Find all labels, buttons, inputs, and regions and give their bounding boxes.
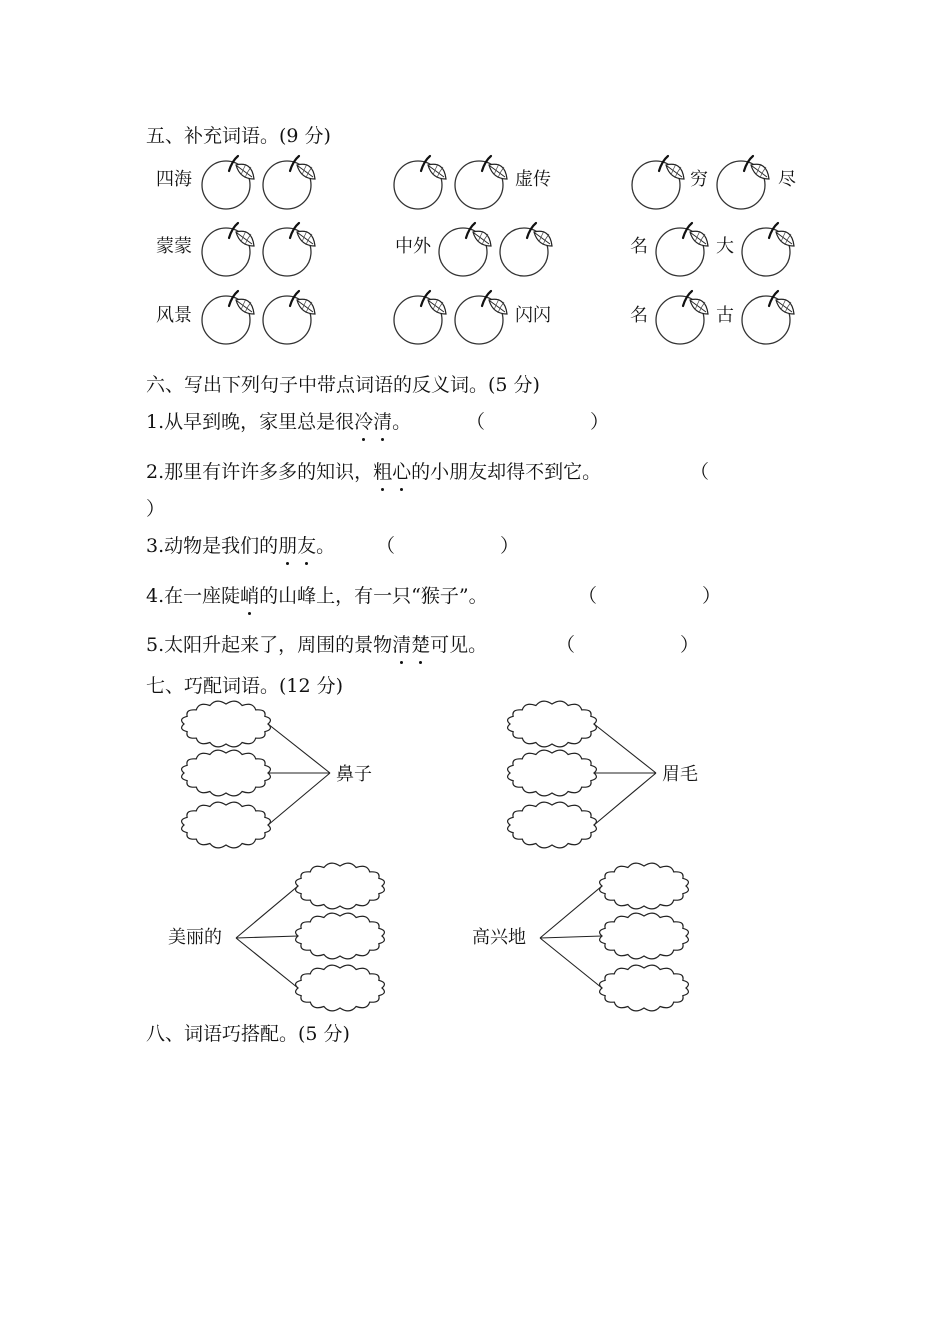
idiom-label-2: 虚传 (515, 169, 551, 190)
dotted-char: 朋 (278, 535, 298, 557)
apple-blank[interactable] (742, 291, 794, 344)
section6-heading: 六、写出下列句子中带点词语的反义词。(5 分) (146, 374, 540, 396)
apple-blank[interactable] (500, 223, 552, 276)
connector-line (594, 773, 656, 825)
answer-open-paren-3: （ (376, 535, 396, 557)
cloud-blank[interactable] (296, 913, 385, 959)
idiom-label-9b: 古 (716, 305, 734, 326)
sentence-1-end: 。 (392, 411, 412, 433)
sentence-4 (146, 584, 488, 608)
apple-blank[interactable] (742, 223, 794, 276)
sentence-4-end: 的山峰上，有一只“猴子”。 (259, 585, 488, 607)
cloud-blank[interactable] (182, 802, 271, 848)
connector-line (594, 724, 656, 773)
sentence-3 (146, 534, 335, 558)
answer-close-paren-5: ） (680, 634, 700, 656)
cloud-blank[interactable] (296, 863, 385, 909)
answer-close-paren-4: ） (702, 585, 722, 607)
cloud-blank[interactable] (182, 750, 271, 796)
idiom-label-9a: 名 (630, 305, 648, 326)
apple-blank[interactable] (263, 223, 315, 276)
sentence-1-text: 1.从早到晚，家里总是很 (146, 411, 355, 433)
cloud-blanks (182, 701, 689, 1011)
answer-open-paren-5: （ (556, 634, 576, 656)
sentence-2-text: 2.那里有许许多多的知识， (146, 461, 374, 483)
cloud-blank[interactable] (508, 750, 597, 796)
answer-open-paren-2: （ (690, 461, 710, 483)
sentence-3-end: 。 (316, 535, 336, 557)
idiom-label-3b: 尽 (778, 169, 796, 190)
sentence-3-text: 3.动物是我们的 (146, 535, 279, 557)
connector-line (236, 936, 298, 938)
cloud-blank[interactable] (508, 802, 597, 848)
match-word-eyebrow: 眉毛 (662, 764, 698, 785)
match-word-beautiful: 美丽的 (168, 927, 222, 948)
idiom-label-6a: 名 (630, 236, 648, 257)
cloud-blank[interactable] (508, 701, 597, 747)
match-word-happily: 高兴地 (472, 927, 526, 948)
match-word-nose: 鼻子 (336, 764, 372, 785)
dotted-char: 清 (373, 411, 393, 433)
idiom-label-6b: 大 (716, 236, 734, 257)
apple-blank[interactable] (263, 156, 315, 209)
idiom-label-4: 蒙蒙 (156, 236, 192, 257)
apple-blank[interactable] (656, 223, 708, 276)
apple-blank[interactable] (656, 291, 708, 344)
cloud-blank[interactable] (600, 863, 689, 909)
idiom-label-1: 四海 (156, 169, 192, 190)
cloud-blank[interactable] (600, 913, 689, 959)
dotted-char: 心 (392, 461, 412, 483)
cloud-blank[interactable] (182, 701, 271, 747)
sentence-1 (146, 410, 411, 434)
connector-line (268, 773, 330, 825)
section5-heading: 五、补充词语。(9 分) (146, 125, 331, 147)
idiom-label-7: 风景 (156, 305, 192, 326)
connector-line (236, 886, 298, 938)
idiom-label-8: 闪闪 (515, 305, 551, 326)
connector-line (540, 938, 602, 988)
sentence-2-end: 的小朋友却得不到它。 (411, 461, 602, 483)
connector-line (268, 724, 330, 773)
sentence-5-end: 可见。 (430, 634, 488, 656)
dotted-char: 峭 (240, 585, 260, 607)
answer-close-paren-2: ） (146, 498, 166, 520)
connector-line (236, 938, 298, 988)
connector-line (540, 936, 602, 938)
section7-heading: 七、巧配词语。(12 分) (146, 675, 344, 697)
apple-blank[interactable] (202, 156, 254, 209)
cloud-blank[interactable] (296, 965, 385, 1011)
idiom-label-5: 中外 (395, 236, 431, 257)
apple-blank[interactable] (717, 156, 769, 209)
apple-blank[interactable] (455, 291, 507, 344)
sentence-5 (146, 633, 487, 657)
apple-blank[interactable] (394, 291, 446, 344)
apple-blank[interactable] (263, 291, 315, 344)
connector-line (540, 886, 602, 938)
answer-close-paren-3: ） (500, 535, 520, 557)
sentence-4-text: 4.在一座陡 (146, 585, 241, 607)
dotted-char: 粗 (373, 461, 393, 483)
sentence-5-text: 5.太阳升起来了，周围的景物 (146, 634, 393, 656)
dotted-char: 冷 (354, 411, 374, 433)
cloud-blank[interactable] (600, 965, 689, 1011)
answer-open-paren-4: （ (578, 585, 598, 607)
answer-open-paren-1: （ (466, 411, 486, 433)
idiom-label-3a: 穷 (690, 169, 708, 190)
section8-heading: 八、词语巧搭配。(5 分) (146, 1023, 350, 1045)
answer-close-paren-1: ） (590, 411, 610, 433)
dotted-char: 清 (392, 634, 412, 656)
apple-blank[interactable] (202, 291, 254, 344)
sentence-2 (146, 460, 601, 484)
apple-blank[interactable] (455, 156, 507, 209)
apple-blank[interactable] (439, 223, 491, 276)
apple-blank[interactable] (394, 156, 446, 209)
dotted-char: 楚 (411, 634, 431, 656)
dotted-char: 友 (297, 535, 317, 557)
apple-blank[interactable] (632, 156, 684, 209)
apple-blank[interactable] (202, 223, 254, 276)
